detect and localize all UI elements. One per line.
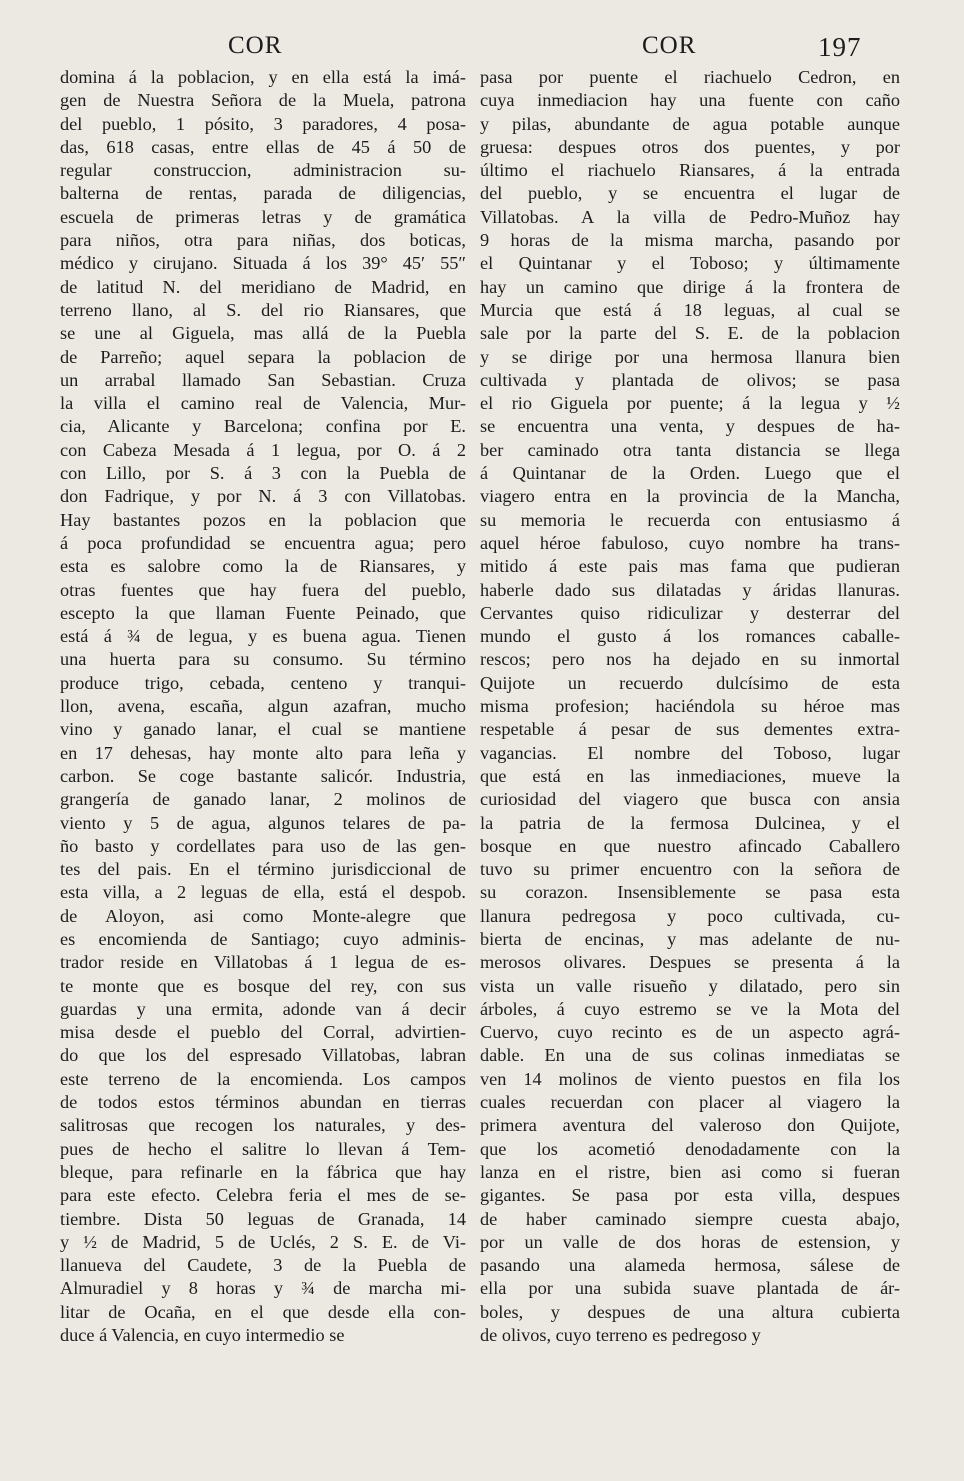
right-column-line: rescos; pero nos ha dejado en su inmortal	[480, 649, 900, 670]
left-column-line: guardas y una ermita, adonde van á decir	[60, 998, 466, 1019]
right-column-line: árboles, á cuyo estremo se ve la Mota del	[480, 998, 900, 1019]
left-column-line: se une al Giguela, mas allá de la Puebla	[60, 323, 466, 344]
left-column-line: esta es salobre como la de Riansares, y	[60, 556, 466, 577]
running-head-right: COR	[642, 32, 697, 59]
left-column-line: litar de Ocaña, en el que desde ella con-	[60, 1301, 466, 1322]
right-column-line: que está en las inmediaciones, mueve la	[480, 765, 900, 786]
right-column-line: por un valle de dos horas de estension, y	[480, 1231, 900, 1252]
left-column-line: duce á Valencia, en cuyo intermedio se	[60, 1325, 345, 1346]
left-column-line: con Lillo, por S. á 3 con la Puebla de	[60, 463, 466, 484]
right-column-line: boles, y despues de una altura cubierta	[480, 1301, 900, 1322]
right-column-line: dable. En una de sus colinas inmediatas se	[480, 1045, 900, 1066]
left-column-line: de latitud N. del meridiano de Madrid, en	[60, 276, 466, 297]
left-column-line: otras fuentes que hay fuera del pueblo,	[60, 579, 466, 600]
right-column-line: hay un camino que dirige á la frontera de	[480, 276, 900, 297]
right-column-line: su memoria le recuerda con entusiasmo á	[480, 509, 900, 530]
right-column-line: tuvo su primer encuentro con la señora de	[480, 859, 900, 880]
right-column-line: mundo el gusto á los romances caballe-	[480, 626, 900, 647]
right-column-line: bosque en que nuestro afincado Caballero	[480, 835, 900, 856]
page-number: 197	[818, 32, 862, 62]
right-column-line: ella por una subida suave plantada de ár-	[480, 1278, 900, 1299]
right-column-line: pasa por puente el riachuelo Cedron, en	[480, 67, 900, 87]
left-column-line: este terreno de la encomienda. Los campos	[60, 1068, 466, 1089]
left-column-line: misa desde el pueblo del Corral, advirtien-	[60, 1022, 466, 1043]
right-column-line: que los acometió denodadamente con la	[480, 1138, 900, 1159]
right-column-line: merosos olivares. Despues se presenta á la	[480, 952, 900, 973]
right-column-line: primera aventura del valeroso don Quijote,	[480, 1115, 900, 1136]
right-column-line: haberle dado sus dilatadas y áridas llanuras.	[480, 579, 900, 600]
left-column-line: regular construccion, administracion su-	[60, 160, 466, 181]
right-column-line: Villatobas. A la villa de Pedro-Muñoz hay	[480, 206, 900, 227]
left-column-line: la villa el camino real de Valencia, Mur-	[60, 393, 466, 414]
right-column-line: vista un valle risueño y dilatado, pero sin	[480, 975, 900, 996]
right-column-line: Cuervo, cuyo recinto es de un aspecto agrá-	[480, 1022, 900, 1043]
left-column-line: llon, avena, escaña, algun azafran, mucho	[60, 696, 466, 717]
right-column-line: curiosidad del viagero que busca con ansia	[480, 789, 900, 810]
left-column-line: produce trigo, cebada, centeno y tranqui-	[60, 672, 466, 693]
left-column-line: carbon. Se coge bastante salicór. Industria,	[60, 765, 466, 786]
left-text-column	[60, 66, 466, 1347]
right-column-line: ber caminado otra tanta distancia se llega	[480, 439, 900, 460]
right-column-line: cuya inmediacion hay una fuente con caño	[480, 90, 900, 111]
right-text-column	[480, 66, 900, 1347]
right-column-line: mitido á este pais mas fama que pudieran	[480, 556, 900, 577]
right-column-line: Cervantes quiso ridiculizar y desterrar del	[480, 602, 900, 623]
left-column-line: para este efecto. Celebra feria el mes de se-	[60, 1185, 466, 1206]
right-column-line: ven 14 molinos de viento puestos en fila los	[480, 1068, 900, 1089]
right-column-line: de haber caminado siempre cuesta abajo,	[480, 1208, 900, 1229]
right-column-line: Quijote un recuerdo dulcísimo de esta	[480, 672, 900, 693]
left-column-line: tiembre. Dista 50 leguas de Granada, 14	[60, 1208, 466, 1229]
right-column-line: bierta de encinas, y mas adelante de nu-	[480, 928, 900, 949]
left-column-line: ño basto y cordellates para uso de las gen-	[60, 835, 466, 856]
left-column-line: trador reside en Villatobas á 1 legua de es-	[60, 952, 466, 973]
right-column-line: el Quintanar y el Toboso; y últimamente	[480, 253, 900, 274]
left-column-line: llanueva del Caudete, 3 de la Puebla de	[60, 1255, 466, 1276]
running-head-left: COR	[228, 32, 283, 59]
left-column-line: médico y cirujano. Situada á los 39° 45′ 55″	[60, 253, 466, 274]
left-column-line: Almuradiel y 8 horas y ¾ de marcha mi-	[60, 1278, 466, 1299]
right-column-line: 9 horas de la misma marcha, pasando por	[480, 230, 900, 251]
left-column-line: balterna de rentas, parada de diligencias,	[60, 183, 466, 204]
left-column-line: vino y ganado lanar, el cual se mantiene	[60, 719, 466, 740]
right-column-line: respetable á pesar de sus dementes extra-	[480, 719, 900, 740]
left-column-line: viento y 5 de agua, algunos telares de pa-	[60, 812, 466, 833]
right-column-line: cultivada y plantada de olivos; se pasa	[480, 369, 900, 390]
left-column-line: don Fadrique, y por N. á 3 con Villatobas.	[60, 486, 466, 507]
left-column-line: cia, Alicante y Barcelona; confina por E.	[60, 416, 466, 437]
right-column-line: á Quintanar de la Orden. Luego que el	[480, 463, 900, 484]
right-column-line: gigantes. Se pasa por esta villa, despues	[480, 1185, 900, 1206]
left-column-line: de Parreño; aquel separa la poblacion de	[60, 346, 466, 367]
left-column-line: de Aloyon, asi como Monte-alegre que	[60, 905, 466, 926]
left-column-line: un arrabal llamado San Sebastian. Cruza	[60, 369, 466, 390]
right-column-line: su corazon. Insensiblemente se pasa esta	[480, 882, 900, 903]
right-column-line: aquel héroe fabuloso, cuyo nombre ha trans-	[480, 532, 900, 553]
left-column-line: una huerta para su consumo. Su término	[60, 649, 466, 670]
left-column-line: está á ¾ de legua, y es buena agua. Tienen	[60, 626, 466, 647]
right-column-line: se encuentra una venta, y despues de ha-	[480, 416, 900, 437]
right-column-line: último el riachuelo Riansares, á la entrada	[480, 160, 900, 181]
right-column-line: el rio Giguela por puente; á la legua y ½	[480, 393, 900, 414]
right-column-line: la patria de la fermosa Dulcinea, y el	[480, 812, 900, 833]
left-column-line: con Cabeza Mesada á 1 legua, por O. á 2	[60, 439, 466, 460]
left-column-line: Hay bastantes pozos en la poblacion que	[60, 509, 466, 530]
right-column-line: viagero entra en la provincia de la Mancha,	[480, 486, 900, 507]
right-column-line: gruesa: despues otros dos puentes, y por	[480, 136, 900, 157]
left-column-line: grangería de ganado lanar, 2 molinos de	[60, 789, 466, 810]
right-column-line: de olivos, cuyo terreno es pedregoso y	[480, 1325, 761, 1346]
right-column-line: misma profesion; haciéndola su héroe mas	[480, 696, 900, 717]
left-column-line: escepto la que llaman Fuente Peinado, que	[60, 602, 466, 623]
left-column-line: esta villa, a 2 leguas de ella, está el despob.	[60, 882, 466, 903]
left-column-line: gen de Nuestra Señora de la Muela, patrona	[60, 90, 466, 111]
left-column-line: terreno llano, al S. del rio Riansares, que	[60, 299, 466, 320]
right-column-line: y se dirige por una hermosa llanura bien	[480, 346, 900, 367]
right-column-line: cuales recuerdan con placer al viagero la	[480, 1092, 900, 1113]
right-column-line: pasando una alameda hermosa, sálese de	[480, 1255, 900, 1276]
left-column-line: del pueblo, 1 pósito, 3 paradores, 4 posa-	[60, 113, 466, 134]
right-column-line: Murcia que está á 18 leguas, al cual se	[480, 299, 900, 320]
left-column-line: salitrosas que recogen los naturales, y des-	[60, 1115, 466, 1136]
left-column-line: tes del pais. En el término jurisdiccional de	[60, 859, 466, 880]
left-column-line: das, 618 casas, entre ellas de 45 á 50 de	[60, 136, 466, 157]
left-column-line: escuela de primeras letras y de gramática	[60, 206, 466, 227]
left-column-line: te monte que es bosque del rey, con sus	[60, 975, 466, 996]
right-column-line: sale por la parte del S. E. de la poblacion	[480, 323, 900, 344]
left-column-line: pues de hecho el salitre lo llevan á Tem-	[60, 1138, 466, 1159]
right-column-line: lanza en el ristre, bien asi como si fueran	[480, 1161, 900, 1182]
left-column-line: para niños, otra para niñas, dos boticas,	[60, 230, 466, 251]
left-column-line: y ½ de Madrid, 5 de Uclés, 2 S. E. de Vi-	[60, 1231, 466, 1252]
left-column-line: bleque, para refinarle en la fábrica que hay	[60, 1161, 466, 1182]
left-column-line: domina á la poblacion, y en ella está la imá-	[60, 67, 466, 87]
right-column-line: del pueblo, y se encuentra el lugar de	[480, 183, 900, 204]
right-column-line: y pilas, abundante de agua potable aunque	[480, 113, 900, 134]
right-column-line: llanura pedregosa y poco cultivada, cu-	[480, 905, 900, 926]
left-column-line: de todos estos términos abundan en tierras	[60, 1092, 466, 1113]
left-column-line: á poca profundidad se encuentra agua; pero	[60, 532, 466, 553]
right-column-line: vagancias. El nombre del Toboso, lugar	[480, 742, 900, 763]
left-column-line: es encomienda de Santiago; cuyo adminis-	[60, 928, 466, 949]
left-column-line: en 17 dehesas, hay monte alto para leña y	[60, 742, 466, 763]
left-column-line: do que los del espresado Villatobas, labran	[60, 1045, 466, 1066]
